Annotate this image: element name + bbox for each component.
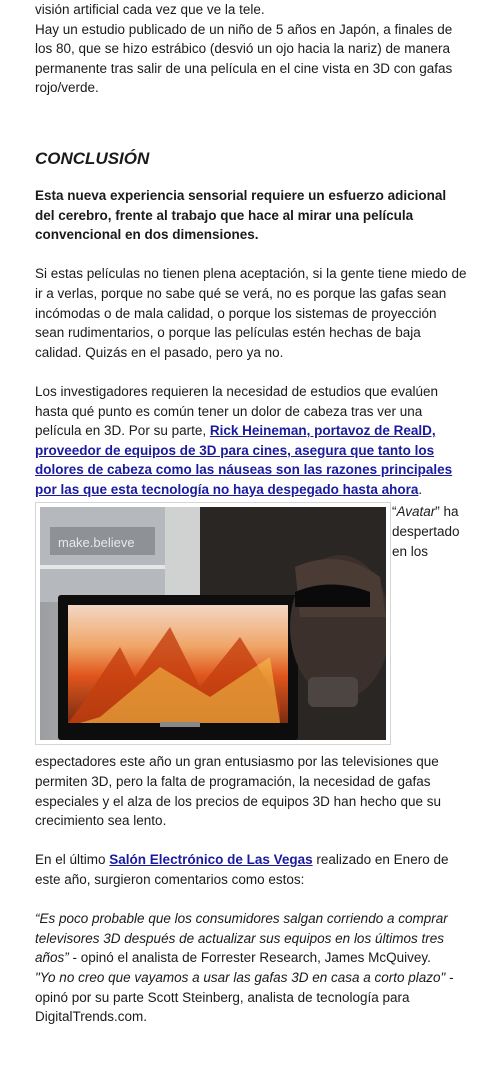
image-block bbox=[35, 502, 467, 752]
intro-line-2: Hay un estudio publicado de un niño de 5 años en Japón, a finales de los 80, que se hizo estrábico (desvió un ojo hacia la nariz) de manera permanente tras salir de una película en el cine vista en 3D con gafas rojo/verde. bbox=[35, 21, 453, 96]
article-body bbox=[35, 0, 467, 1027]
3d-tv-photo bbox=[40, 507, 386, 740]
paragraph-3d-tv: espectadores este año un gran entusiasmo por las televisiones que permiten 3D, pero la falta de programación, la necesidad de gafas especiales y el alza de los precios de equipos 3D han hecho que su crecimiento sea lento. bbox=[35, 754, 442, 829]
quote-mcquivey-attribution: - opinó el analista de Forrester Research, James McQuivey. bbox=[68, 950, 431, 966]
intro-line-1: visión artificial cada vez que ve la tele. bbox=[35, 2, 265, 17]
quote-mcquivey: “Es poco probable que los consumidores salgan corriendo a comprar televisores 3D después de actualizar sus equipos en los últimos tres años” bbox=[35, 911, 448, 966]
ces-link[interactable]: Salón Electrónico de Las Vegas bbox=[109, 852, 313, 868]
intro-text bbox=[35, 0, 467, 98]
paragraph-ces: En el último Salón Electrónico de Las Vegas realizado en Enero de este año, surgieron comentarios como estos: bbox=[35, 852, 449, 888]
quote-block bbox=[35, 909, 467, 1027]
image-caption: “Avatar” ha despertado en los bbox=[392, 504, 460, 559]
lead-paragraph: Esta nueva experiencia sensorial requiere un esfuerzo adicional del cerebro, frente al trabajo que hace al mirar una película convencional en dos dimensiones. bbox=[35, 187, 447, 243]
quote-steinberg: "Yo no creo que vayamos a usar las gafas 3D en casa a corto plazo" bbox=[35, 970, 446, 985]
realD-link[interactable]: Rick Heineman, portavoz de RealD, proveedor de equipos de 3D para cines, asegura que tanto los dolores de cabeza como las náuseas son las razones principales por las que esta tecnología no haya despegado hasta ahora bbox=[35, 423, 453, 497]
paragraph-acceptance: Si estas películas no tienen plena aceptación, si la gente tiene miedo de ir a verlas, porque no sabe qué se verá, no es porque las gafas sean incómodas o de mala calidad, o porque los sistemas de proyección sean rudimentarios, o porque las películas estén hechas de baja calidad. Quizás en el pasado, pero ya no. bbox=[35, 266, 467, 360]
shelf-sign-text: make.believe bbox=[58, 535, 135, 551]
photo-frame bbox=[35, 502, 391, 745]
quote-steinberg-attribution: - opinó por su parte Scott Steinberg, analista de tecnología para DigitalTrends.com. bbox=[35, 970, 454, 1025]
section-heading: CONCLUSIÓN bbox=[35, 148, 150, 168]
paragraph-researchers: Los investigadores requieren la necesidad de estudios que evalúen hasta qué punto es común tener un dolor de cabeza tras ver una película en 3D. Por su parte, Rick Heineman, portavoz de RealD, proveedor de equipos de 3D para cines, asegura que tanto los dolores de cabeza como las náuseas son las razones principales por las que esta tecnología no haya despegado hasta ahora. bbox=[35, 383, 453, 497]
